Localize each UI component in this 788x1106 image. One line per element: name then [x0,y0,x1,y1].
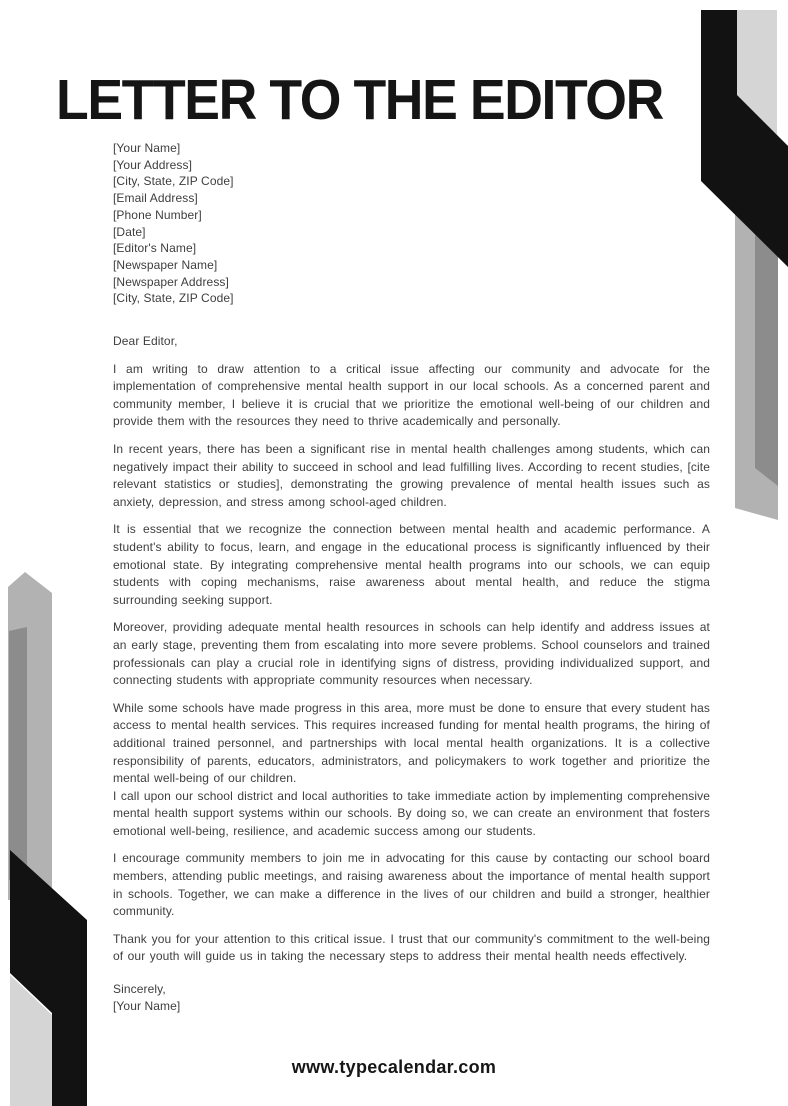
paragraph-7: I encourage community members to join me in advocating for this cause by contacting our school board members, attending public meetings, and raising awareness about the importance of mental health support in schools. Together, we can make a difference in the lives of our children and build a stronger, healthier community. [113,851,710,919]
decor-right-darkgray-stripe [755,170,778,486]
field-city-state-zip: [City, State, ZIP Code] [113,174,234,189]
field-newspaper-name: [Newspaper Name] [113,257,218,272]
signature-placeholder: [Your Name] [113,998,181,1013]
field-editors-name: [Editor's Name] [113,241,197,256]
paragraph-6: I call upon our school district and local authorities to take immediate action by implementing comprehensive mental health support systems within our schools. By doing so, we can create an environment that fosters emotional well-being, resilience, and academic success among our students. [113,788,710,838]
field-your-address: [Your Address] [113,157,193,172]
paragraphs [113,361,710,966]
decor-right-midgray-stripe [735,150,778,520]
closing-block [113,981,710,1014]
paragraph-4: Moreover, providing adequate mental health resources in schools can help identify and address issues at an early stage, preventing them from escalating into more severe problems. School counselors and trained professionals can play a crucial role in identifying signs of distress, providing individualized support, and connecting students with appropriate community resources when necessary. [113,620,710,688]
paragraph-1: I am writing to draw attention to a critical issue affecting our community and advocate for the implementation of comprehensive mental health support in our local schools. As a concerned parent and community member, I believe it is crucial that we prioritize the emotional well-being of our children and provide them with the resources they need to thrive academically and personally. [113,361,710,429]
decor-bottom-left-lightgray-parallelogram [10,975,52,1106]
field-newspaper-address: [Newspaper Address] [113,274,229,289]
paragraph-5: While some schools have made progress in this area, more must be done to ensure that every student has access to mental health services. This requires increased funding for mental health programs, the hiring of additional trained personnel, and partnerships with local mental health organizations. It is a collective responsibility of parents, educators, administrators, and policymakers to work together and prioritize the mental well-being of our children. [113,700,710,786]
field-phone-number: [Phone Number] [113,207,202,222]
decor-top-right-lightgray-parallelogram [737,10,777,135]
field-newspaper-city-state-zip: [City, State, ZIP Code] [113,291,234,306]
decor-left-darkgray-stripe [9,627,27,880]
paragraph-3: It is essential that we recognize the connection between mental health and academic performance. A student's ability to focus, learn, and engage in the educational process is significantly influenced by their emotional state. By integrating comprehensive mental health programs into our schools, we can equip students with coping mechanisms, raise awareness about mental health, and reduce the stigma surrounding seeking support. [113,522,710,607]
sender-recipient-fields [113,140,710,307]
field-your-name: [Your Name] [113,141,181,155]
field-date: [Date] [113,224,146,239]
closing: Sincerely, [113,982,166,997]
paragraph-8: Thank you for your attention to this critical issue. I trust that our community's commitment to the well-being of our youth will guide us in taking the necessary steps to address their mental health needs effectively. [113,931,710,964]
letter-body [113,140,710,1014]
decor-left-midgray-stripe [8,572,52,900]
field-email-address: [Email Address] [113,191,198,206]
page-title: LETTER TO THE EDITOR [56,68,663,133]
salutation: Dear Editor, [113,334,178,349]
decor-top-right-black-ribbon [701,10,788,267]
paragraph-2: In recent years, there has been a significant rise in mental health challenges among students, which can negatively impact their ability to succeed in school and lead fulfilling lives. According to recent studies, [cite relevant statistics or studies], demonstrating the growing prevalence of mental health issues such as anxiety, depression, and stress among school-aged children. [113,442,710,509]
website-watermark: www.typecalendar.com [291,1057,497,1077]
